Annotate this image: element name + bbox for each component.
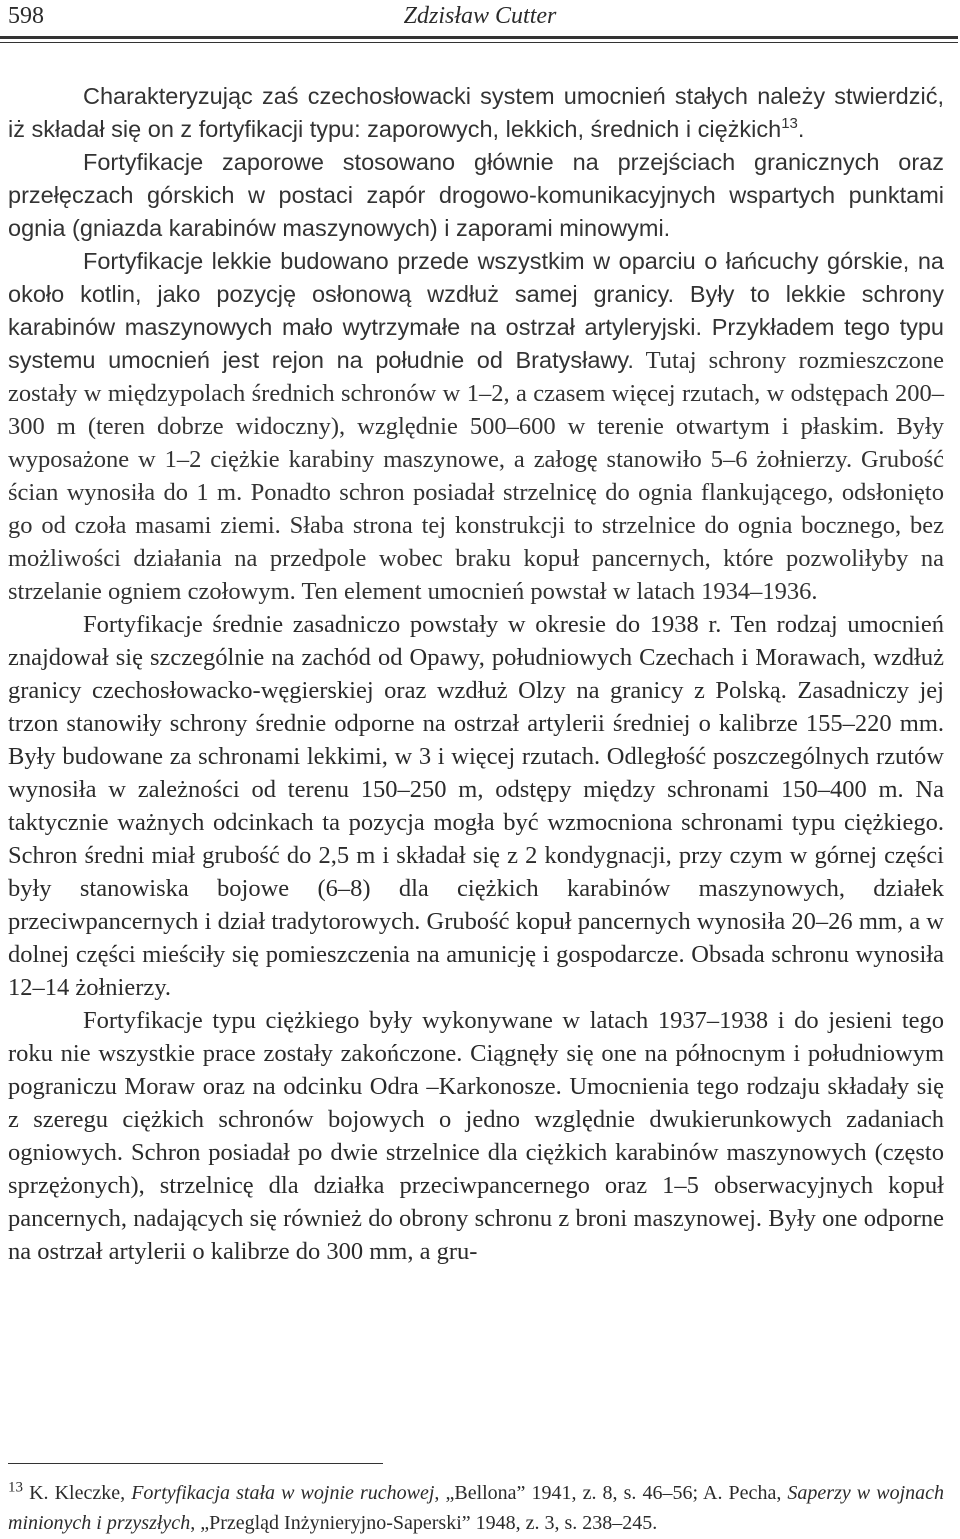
paragraph-1-text: Charakteryzując zaś czechosłowacki system umocnień stałych należy stwierdzić, iż składał się on z fortyfikacji typu: zaporowych, lekkich, średnich i ciężkich — [8, 83, 944, 142]
paragraph-1-end: . — [797, 116, 805, 142]
page-header — [0, 0, 960, 40]
footnote — [8, 1478, 944, 1538]
paragraph-2: Fortyfikacje zaporowe stosowano głównie na przejściach granicznych oraz przełęczach górskich w postaci zapór drogowo-komunikacyjnych wspartych punktami ognia (gniazda karabinów maszynowych) i zaporami minowymi. — [8, 149, 944, 241]
paragraph-3-continued: Tutaj schrony rozmieszczone zostały w międzypolach średnich schronów w 1–2, a czasem więcej rzutach, w odstępach 200–300 m (teren dobrze widoczny), względnie 500–600 w terenie otwartym i płaskim. Były wyposażone w 1–2 ciężkie karabiny maszynowe, a załogę stanowiło 5–6 żołnierzy. Grubość ścian wynosiła do 1 m. Ponadto schron posiadał strzelnicę do ognia flankującego, odsłonięto go od czoła masami ziemi. Słaba strona tej konstrukcji to strzelnice do ognia bocznego, bez możliwości działania na przedpole wobec braku kopuł pancernych, które pozwoliłyby na strzelanie ogniem czołowym. Ten element umocnień powstał w latach 1934–1936. — [8, 347, 944, 605]
footnote-rest-1: , „Bellona” 1941, z. 8, s. 46–56; A. Pecha, — [434, 1482, 788, 1504]
running-head: Zdzisław Cutter — [403, 3, 557, 29]
header-rule-thick — [0, 36, 958, 39]
footnote-author-1: K. Kleczke, — [23, 1482, 132, 1504]
paragraph-3-text: Fortyfikacje lekkie budowano przede wszystkim w oparciu o łańcuchy górskie, na około kotlin, jako pozycję osłonową wzdłuż samej granicy. Były to lekkie schrony karabinów maszynowych mało wytrzymałe na ostrzał artyleryjski. Przykładem tego typu systemu umocnień jest rejon na południe od Bratysławy. — [8, 248, 944, 373]
header-rule-thin — [0, 42, 958, 43]
footnote-title-1: Fortyfikacja stała w wojnie ruchowej — [131, 1482, 435, 1504]
paragraph-5: Fortyfikacje typu ciężkiego były wykonywane w latach 1937–1938 i do jesieni tego roku nie wszystkie prace zostały zakończone. Ciągnęły się one na północnym i południowym pograniczu Moraw oraz na odcinku Odra –Karkonosze. Umocnienia tego rodzaju składały się z szeregu ciężkich schronów bojowych o jedno względnie dwukierunkowych zadaniach ogniowych. Schron posiadał po dwie strzelnice dla ciężkich karabinów maszynowych (często sprzężonych), strzelnicę dla działka przeciwpancernego oraz 1–5 obserwacyjnych kopuł pancernych, nadających się również do obrony schronu z broni maszynowej. Były one odporne na ostrzał artylerii o kalibrze do 300 mm, a gru- — [8, 1007, 944, 1265]
footnote-ref: 13 — [781, 115, 798, 133]
paragraph-1 — [8, 80, 944, 146]
body-text — [8, 80, 944, 1268]
footnote-rule — [8, 1463, 383, 1464]
footnote-rest-2: , „Przegląd Inżynieryjno-Saperski” 1948, z. 3, s. 238–245. — [190, 1512, 658, 1534]
footnote-number: 13 — [8, 1479, 23, 1496]
page-number: 598 — [8, 3, 44, 29]
footnote-title-2: Saperzy w wojnach minionych i przyszłych — [8, 1482, 945, 1534]
paragraph-4: Fortyfikacje średnie zasadniczo powstały w okresie do 1938 r. Ten rodzaj umocnień znajdował się szczególnie na zachód od Opawy, południowych Czechach i Morawach, wzdłuż granicy czechosłowacko-węgierskiej oraz wzdłuż Olzy na granicy z Polską. Zasadniczy jej trzon stanowiły schrony średnie odporne na ostrzał artylerii średniej o kalibrze 155–220 mm. Były budowane za schronami lekkimi, w 3 i więcej rzutach. Odległość poszczególnych rzutów wynosiła w zależności od terenu 150–250 m, odstępy między schronami 150–400 m. Na taktycznie ważnych odcinkach ta pozycja mogła być wzmocniona schronami typu ciężkiego. Schron średni miał grubość do 2,5 m i składał się z 2 kondygnacji, przy czym w górnej części były stanowiska bojowe (6–8) dla ciężkich karabinów maszynowych, działek przeciwpancernych i dział tradytorowych. Grubość kopuł pancernych wynosiła 20–26 mm, a w dolnej części mieściły się pomieszczenia na amunicję i gospodarcze. Obsada schronu wynosiła 12–14 żołnierzy. — [8, 611, 944, 1001]
paragraph-3 — [8, 245, 944, 608]
